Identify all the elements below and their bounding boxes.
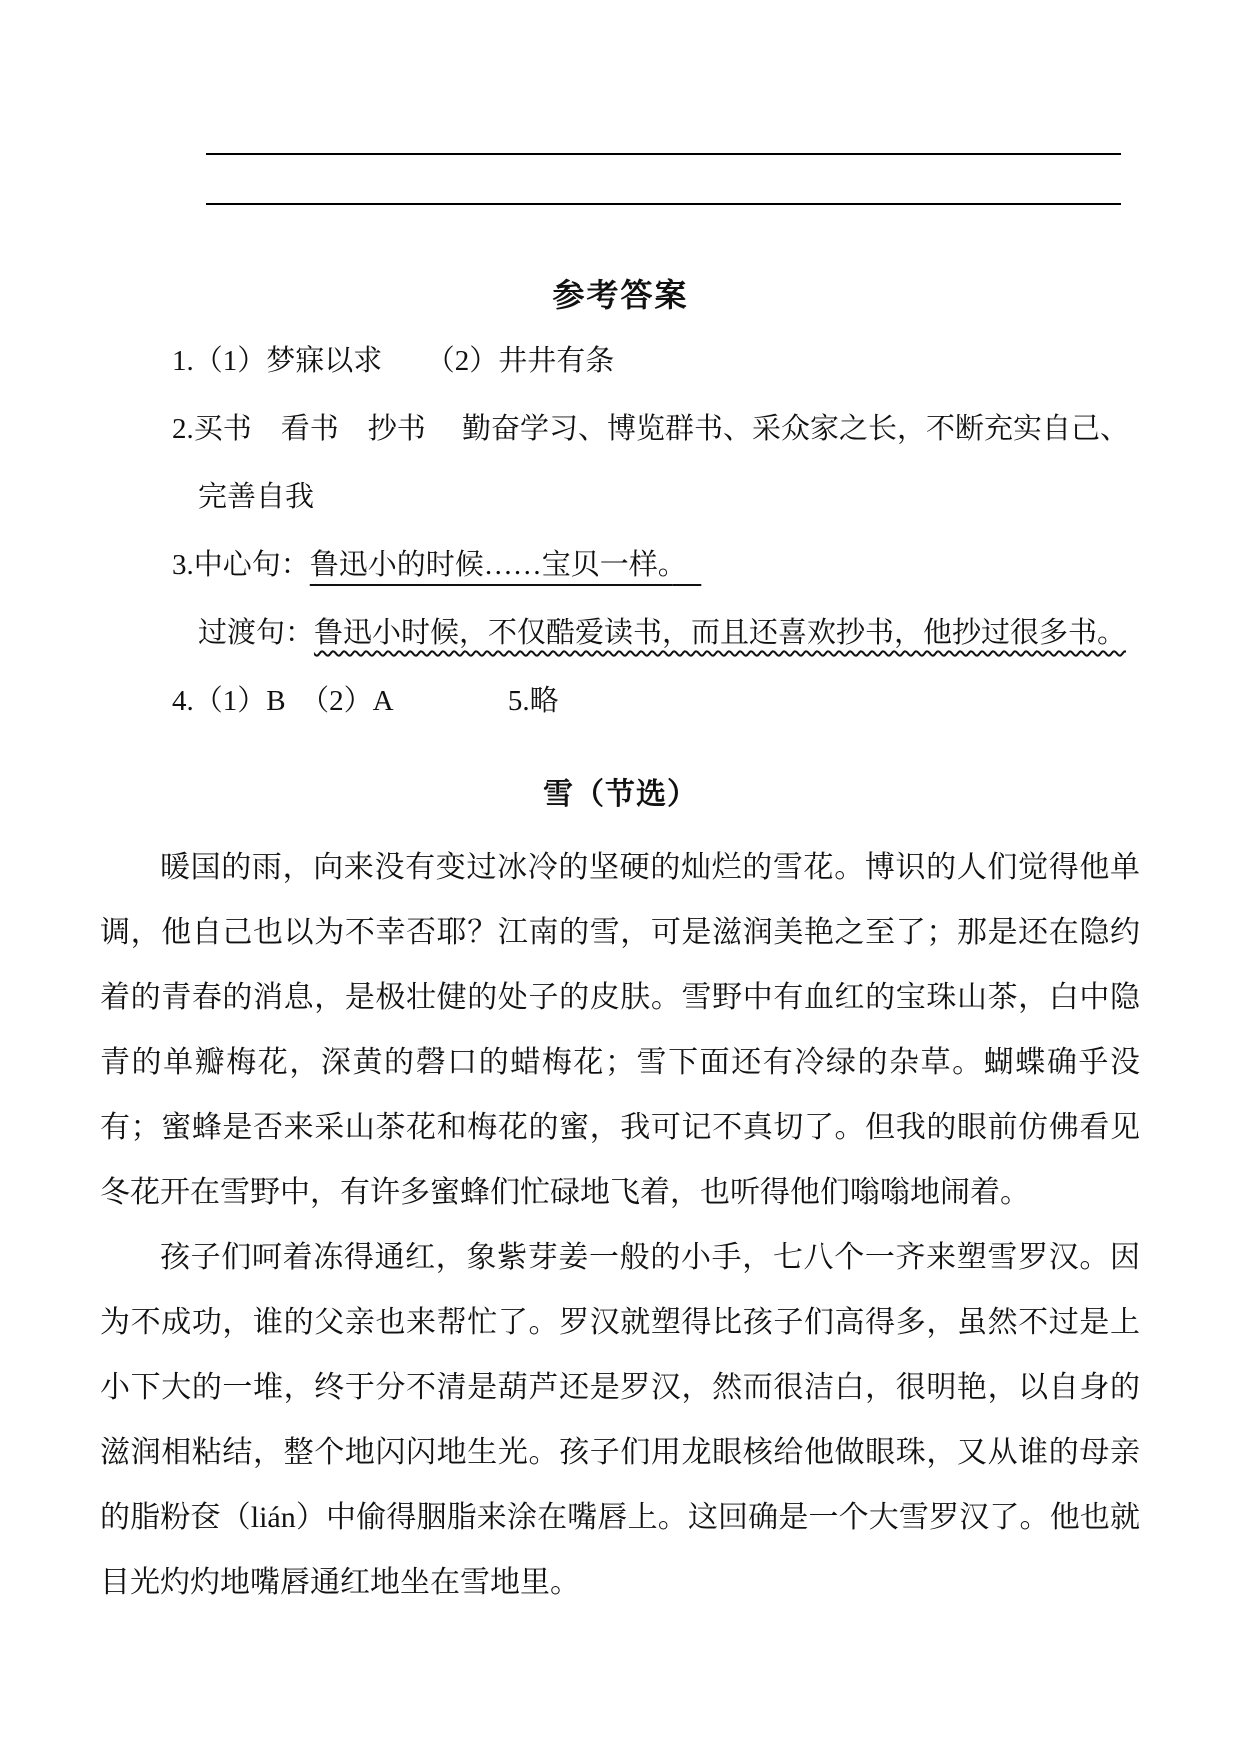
essay-paragraph-2: 孩子们呵着冻得通红，象紫芽姜一般的小手，七八个一齐来塑雪罗汉。因为不成功，谁的父亲也来帮忙了。罗汉就塑得比孩子们高得多，虽然不过是上小下大的一堆，终于分不清是葫芦还是罗汉，然而很洁白，很明艳，以自身的滋润相粘结，整个地闪闪地生光。孩子们用龙眼核给他做眼珠，又从谁的母亲的脂粉奁（lián）中偷得胭脂来涂在嘴唇上。这回确是一个大雪罗汉了。他也就目光灼灼地嘴唇通红地坐在雪地里。 bbox=[100, 1241, 1140, 1599]
answer-item-3-label: 3.中心句： bbox=[172, 549, 310, 581]
answer-item-3b-label: 过渡句： bbox=[198, 617, 315, 649]
answer-item-2-line-2: 完善自我 bbox=[198, 481, 315, 513]
answer-writing-line bbox=[206, 153, 1121, 155]
answer-item-2-line-1: 2.买书 看书 抄书 勤奋学习、博览群书、采众家之长，不断充实自己、 bbox=[172, 413, 1130, 445]
answer-item-3-transition-sentence bbox=[100, 599, 1190, 667]
answer-item-3b-underlined-answer: 鲁迅小时候，不仅酷爱读书，而且还喜欢抄书，他抄过很多书。 bbox=[314, 617, 1127, 649]
essay-paragraph-1: 暖国的雨，向来没有变过冰冷的坚硬的灿烂的雪花。博识的人们觉得他单调，他自己也以为不幸否耶？江南的雪，可是滋润美艳之至了；那是还在隐约着的青春的消息，是极壮健的处子的皮肤。雪野中有血红的宝珠山茶，白中隐青的单瓣梅花，深黄的磬口的蜡梅花；雪下面还有冷绿的杂草。蝴蝶确乎没有；蜜蜂是否来采山茶花和梅花的蜜，我可记不真切了。但我的眼前仿佛看见冬花开在雪野中，有许多蜜蜂们忙碌地飞着，也听得他们嗡嗡地闹着。 bbox=[100, 851, 1140, 1209]
answer-writing-line bbox=[206, 203, 1121, 205]
essay-body bbox=[100, 835, 1140, 1615]
answers-heading: 参考答案 bbox=[552, 277, 689, 313]
answer-list bbox=[100, 327, 1190, 735]
answer-item-3-central-sentence bbox=[100, 531, 1190, 599]
answer-item-1: 1.（1）梦寐以求 （2）井井有条 bbox=[172, 345, 615, 377]
answer-item-3-underlined-answer: 鲁迅小的时候……宝贝一样。 bbox=[309, 549, 673, 581]
essay-title: 雪（节选） bbox=[543, 778, 698, 811]
answer-items-4-and-5: 4.（1）B （2）A 5.略 bbox=[172, 685, 559, 717]
